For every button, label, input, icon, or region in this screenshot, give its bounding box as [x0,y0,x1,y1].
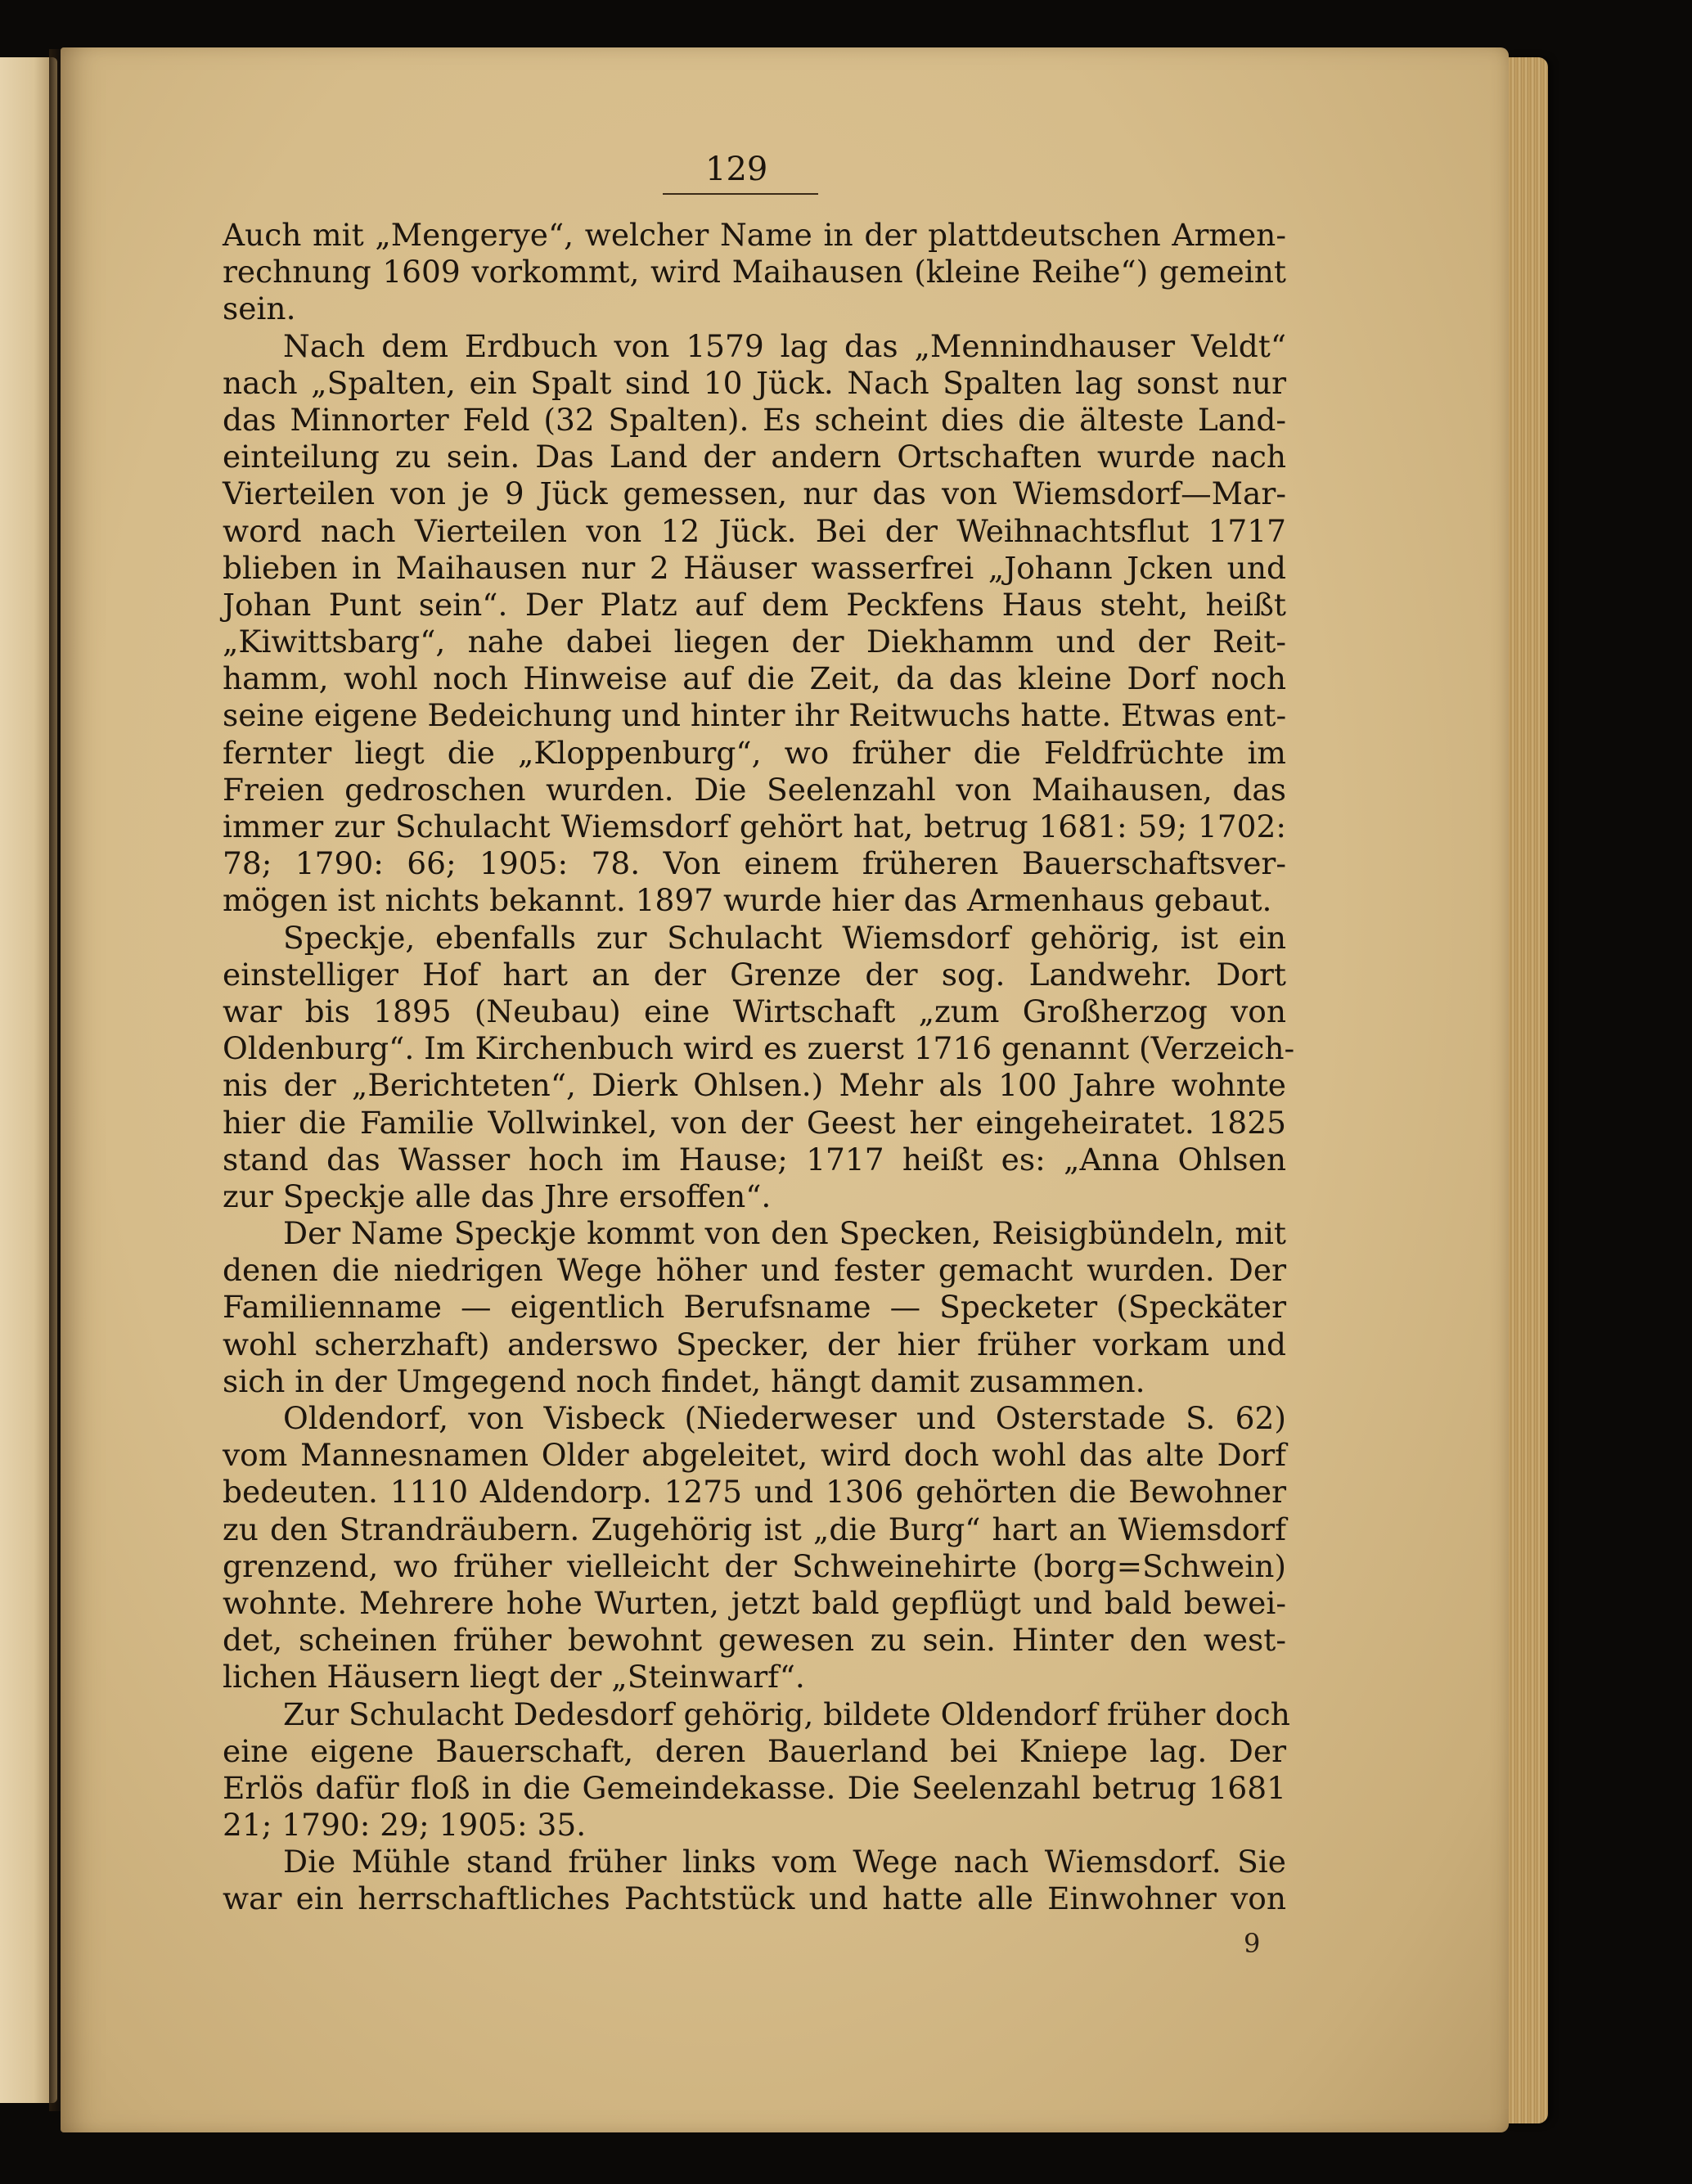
header-rule [663,193,818,195]
text-line: Oldendorf, von Visbeck (Niederweser und Osterstade S. 62) [283,1400,1286,1436]
text-line: eine eigene Bauerschaft, deren Bauerland bei Kniepe lag. Der [223,1732,1286,1769]
page-number: 129 [705,151,768,188]
text-line: denen die niedrigen Wege höher und fester gemacht wurden. Der [223,1252,1286,1289]
text-line: stand das Wasser hoch im Hause; 1717 heißt es: „Anna Ohlsen [223,1141,1286,1178]
printer-signature: 9 [1244,1928,1261,1959]
text-line: das Minnorter Feld (32 Spalten). Es scheint dies die älteste Land- [223,401,1286,438]
text-line: fernter liegt die „Kloppenburg“, wo früher die Feldfrüchte im [223,734,1286,771]
text-line: nach „Spalten, ein Spalt sind 10 Jück. Nach Spalten lag sonst nur [223,364,1286,401]
text-line: Johan Punt sein“. Der Platz auf dem Peckfens Haus steht, heißt [223,586,1286,623]
text-line: Freien gedroschen wurden. Die Seelenzahl von Maihausen, das [223,771,1286,808]
text-line: wohnte. Mehrere hohe Wurten, jetzt bald gepflügt und bald bewei- [223,1584,1286,1621]
text-line: rechnung 1609 vorkommt, wird Maihausen (kleine Reihe“) gemeint [223,254,1286,290]
text-line: Erlös dafür floß in die Gemeindekasse. Die Seelenzahl betrug 1681 [223,1769,1286,1806]
text-line: Vierteilen von je 9 Jück gemessen, nur das von Wiemsdorf—Mar- [223,475,1286,512]
text-line: seine eigene Bedeichung und hinter ihr Reitwuchs hatte. Etwas ent- [223,697,1287,734]
text-line: grenzend, wo früher vielleicht der Schweinehirte (borg=Schwein) [223,1547,1286,1584]
text-line: „Kiwittsbarg“, nahe dabei liegen der Diekhamm und der Reit- [223,624,1286,660]
text-line: zu den Strandräubern. Zugehörig ist „die Burg“ hart an Wiemsdorf [223,1511,1286,1547]
text-line: immer zur Schulacht Wiemsdorf gehört hat, betrug 1681: 59; 1702: [223,808,1286,844]
text-line: hamm, wohl noch Hinweise auf die Zeit, da das kleine Dorf noch [223,660,1286,697]
text-line: det, scheinen früher bewohnt gewesen zu sein. Hinter den west- [223,1622,1286,1659]
text-line: war ein herrschaftliches Pachtstück und hatte alle Einwohner von [223,1880,1286,1917]
text-line: zur Speckje alle das Jhre ersoffen“. [223,1178,772,1214]
text-line: word nach Vierteilen von 12 Jück. Bei der Weihnachtsflut 1717 [223,512,1286,549]
text-line: vom Mannesnamen Older abgeleitet, wird doch wohl das alte Dorf [223,1437,1286,1474]
text-line: nis der „Berichteten“, Dierk Ohlsen.) Mehr als 100 Jahre wohnte [223,1067,1286,1104]
text-line: Die Mühle stand früher links vom Wege nach Wiemsdorf. Sie [283,1844,1286,1880]
text-line: Nach dem Erdbuch von 1579 lag das „Mennindhauser Veldt“ [283,327,1286,364]
text-line: hier die Familie Vollwinkel, von der Geest her eingeheiratet. 1825 [223,1104,1286,1141]
text-line: lichen Häusern liegt der „Steinwarf“. [223,1659,805,1695]
text-line: einstelliger Hof hart an der Grenze der sog. Landwehr. Dort [223,956,1286,993]
body-text [223,217,1295,1918]
text-line: war bis 1895 (Neubau) eine Wirtschaft „zum Großherzog von [223,993,1286,1029]
text-line: Auch mit „Mengerye“, welcher Name in der plattdeutschen Armen- [223,217,1286,253]
text-line: Speckje, ebenfalls zur Schulacht Wiemsdorf gehörig, ist ein [283,919,1286,956]
text-line: mögen ist nichts bekannt. 1897 wurde hier das Armenhaus gebaut. [223,882,1272,919]
text-line: Oldenburg“. Im Kirchenbuch wird es zuerst 1716 genannt (Verzeich- [223,1030,1295,1067]
text-line: Zur Schulacht Dedesdorf gehörig, bildete Oldendorf früher doch [283,1695,1290,1732]
text-line: sich in der Umgegend noch findet, hängt damit zusammen. [223,1362,1145,1399]
text-line: einteilung zu sein. Das Land der andern Ortschaften wurde nach [223,439,1286,475]
text-line: Familienname — eigentlich Berufsname — Specketer (Speckäter [223,1289,1286,1326]
page-edges [1509,57,1548,2123]
text-line: 78; 1790: 66; 1905: 78. Von einem früheren Bauerschaftsver- [223,845,1286,882]
text-line: Der Name Speckje kommt von den Specken, Reisigbündeln, mit [283,1215,1286,1252]
text-line: bedeuten. 1110 Aldendorp. 1275 und 1306 gehörten die Bewohner [223,1474,1286,1511]
text-line: 21; 1790: 29; 1905: 35. [223,1807,587,1844]
text-line: wohl scherzhaft) anderswo Specker, der hier früher vorkam und [223,1326,1286,1362]
text-line: blieben in Maihausen nur 2 Häuser wasserfrei „Johann Jcken und [223,549,1286,586]
text-line: sein. [223,290,296,327]
